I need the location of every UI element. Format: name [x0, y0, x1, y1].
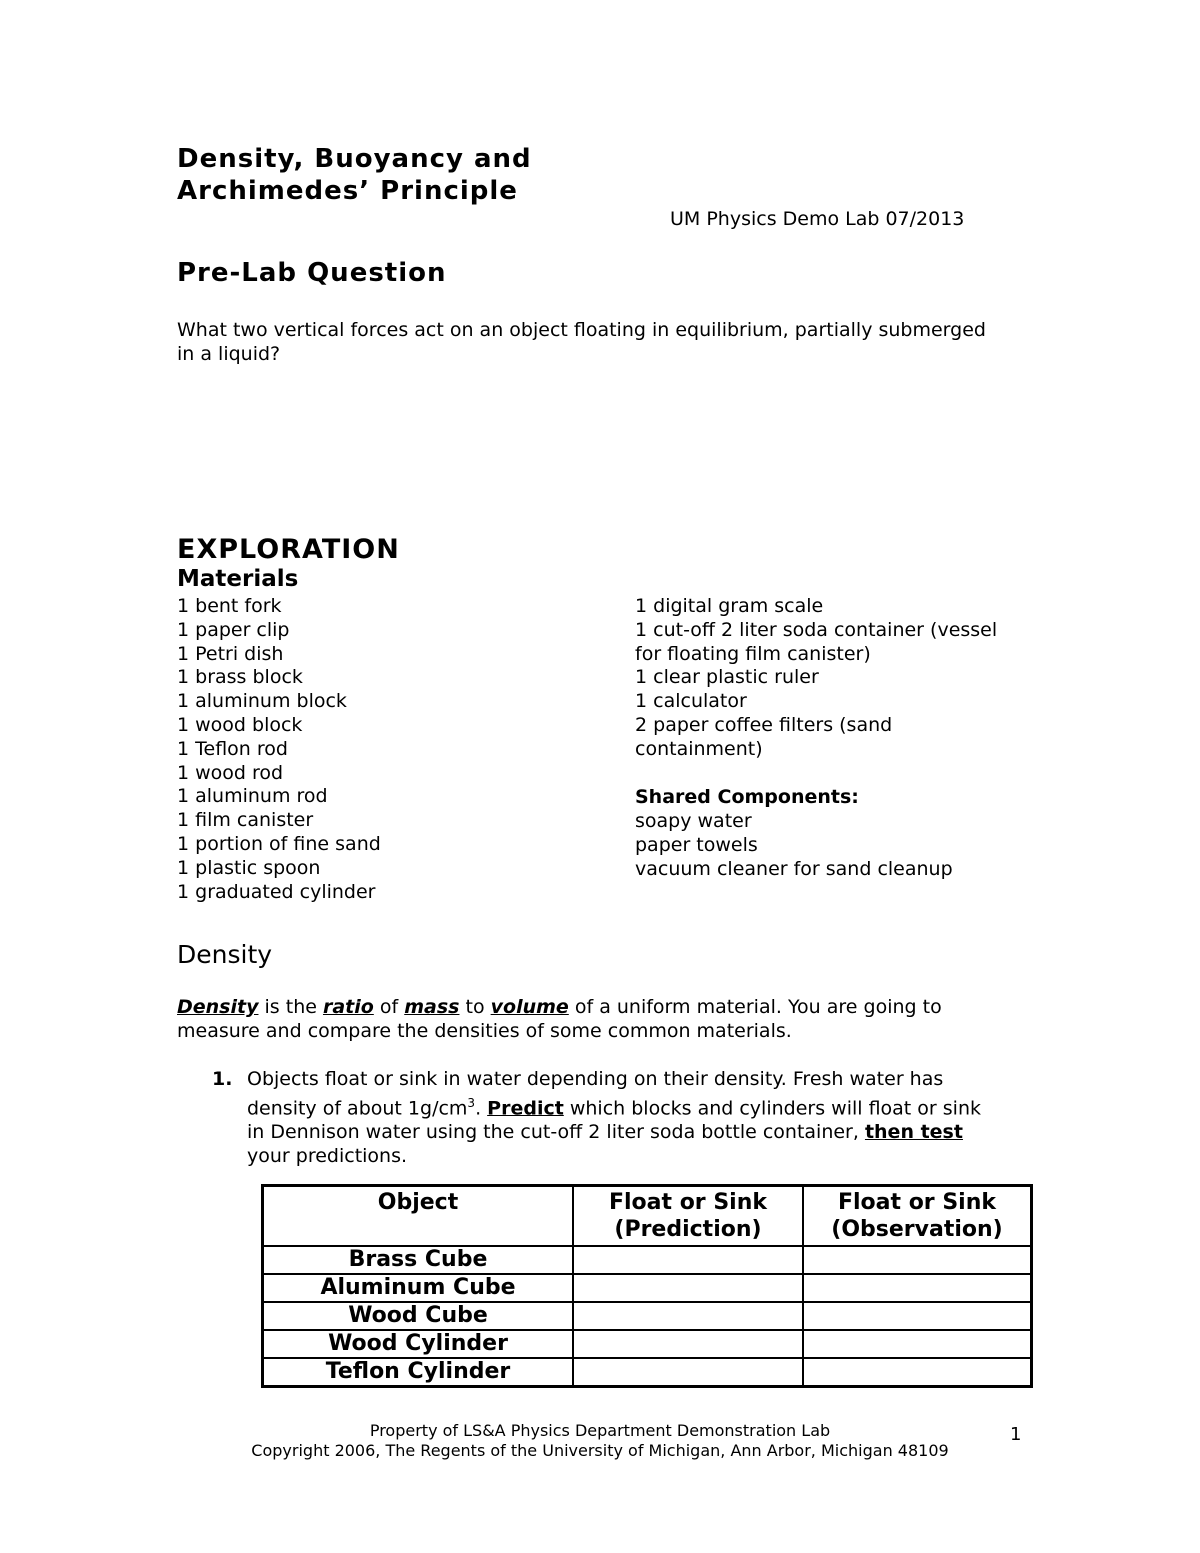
shared-components-list [635, 810, 953, 881]
title-line-1: Density, Buoyancy and [177, 144, 532, 174]
list-item: 1 wood rod [177, 761, 284, 784]
table-row [263, 1358, 1032, 1387]
table-row [263, 1246, 1032, 1274]
item-number: 1. [212, 1068, 233, 1090]
list-item: 1 graduated cylinder [177, 880, 376, 903]
observation-cell[interactable] [803, 1302, 1032, 1330]
list-item: 2 paper coffee filters (sand [635, 713, 893, 736]
list-item: 1 clear plastic ruler [635, 666, 819, 689]
list-item: 1 brass block [177, 666, 303, 689]
list-item: containment) [635, 737, 763, 760]
list-item: soapy water [635, 810, 752, 832]
density-intro [177, 995, 942, 1043]
object-cell: Brass Cube [263, 1246, 574, 1274]
list-item: 1 plastic spoon [177, 856, 321, 879]
object-cell: Aluminum Cube [263, 1274, 574, 1302]
density-heading: Density [177, 940, 273, 969]
shared-components-heading: Shared Components: [635, 786, 859, 808]
list-item: paper towels [635, 833, 758, 856]
header-text: Float or Sink [837, 1190, 996, 1215]
term-mass: mass [404, 996, 460, 1018]
list-item: 1 portion of fine sand [177, 832, 381, 855]
list-item: 1 bent fork [177, 595, 282, 617]
item-1-text [247, 1067, 981, 1168]
list-item: vacuum cleaner for sand cleanup [635, 857, 953, 880]
header-object [263, 1186, 574, 1247]
list-item: 1 Teflon rod [177, 737, 288, 760]
observation-cell[interactable] [803, 1246, 1032, 1274]
list-item: 1 film canister [177, 809, 314, 832]
term-predict: Predict [487, 1097, 564, 1120]
superscript: 3 [467, 1096, 476, 1110]
term-ratio: ratio [322, 996, 374, 1018]
header-text: Float or Sink [608, 1190, 767, 1215]
prediction-cell[interactable] [573, 1302, 803, 1330]
object-cell: Wood Cylinder [263, 1330, 574, 1358]
list-item: 1 aluminum rod [177, 785, 328, 808]
item-1-line-2 [247, 1091, 981, 1120]
materials-heading: Materials [177, 566, 299, 592]
item-1-line-1: Objects float or sink in water depending on their density. Fresh water has [247, 1068, 944, 1090]
exploration-heading: EXPLORATION [177, 534, 400, 565]
item-1-line-4: your predictions. [247, 1145, 408, 1168]
prediction-cell[interactable] [573, 1274, 803, 1302]
prediction-cell[interactable] [573, 1358, 803, 1387]
float-sink-table [261, 1184, 1033, 1388]
list-item: 1 digital gram scale [635, 595, 824, 617]
list-item: 1 paper clip [177, 618, 290, 641]
prelab-heading: Pre-Lab Question [177, 258, 447, 288]
table-row [263, 1330, 1032, 1358]
observation-cell[interactable] [803, 1358, 1032, 1387]
list-item: 1 wood block [177, 713, 303, 736]
observation-cell[interactable] [803, 1274, 1032, 1302]
header-subtext: (Prediction) [614, 1217, 762, 1242]
table-header-row [263, 1186, 1032, 1247]
list-item: 1 aluminum block [177, 690, 347, 713]
prelab-question [177, 318, 986, 366]
text-segment: in Dennison water using the cut-off 2 liter soda bottle container, [247, 1121, 865, 1144]
term-volume: volume [490, 996, 569, 1018]
object-cell: Wood Cube [263, 1302, 574, 1330]
prelab-question-line-2: in a liquid? [177, 343, 281, 365]
text-segment: density of about 1g/cm [247, 1097, 468, 1120]
list-item: for floating film canister) [635, 642, 871, 665]
prelab-question-line-1: What two vertical forces act on an object floating in equilibrium, partially submerged [177, 319, 986, 341]
document-title [177, 143, 532, 207]
header-observation [803, 1186, 1032, 1247]
text-segment: . [475, 1097, 488, 1120]
list-item: 1 calculator [635, 690, 747, 713]
header-prediction [573, 1186, 803, 1247]
header-subtext: (Observation) [831, 1217, 1003, 1242]
materials-list-right [635, 595, 997, 762]
list-item: 1 Petri dish [177, 642, 284, 665]
table-row [263, 1302, 1032, 1330]
observation-cell[interactable] [803, 1330, 1032, 1358]
text-segment: of [373, 996, 405, 1018]
term-density: Density [177, 996, 259, 1018]
item-1-line-3 [247, 1120, 981, 1144]
page-number: 1 [1010, 1424, 1022, 1445]
prediction-cell[interactable] [573, 1330, 803, 1358]
header-text: Object [377, 1190, 459, 1215]
table-row [263, 1274, 1032, 1302]
footer-property: Property of LS&A Physics Department Demonstration Lab [369, 1421, 831, 1440]
text-segment: is the [258, 996, 323, 1018]
list-item: 1 cut-off 2 liter soda container (vessel [635, 618, 998, 641]
materials-list-left [177, 595, 381, 904]
footer-copyright: Copyright 2006, The Regents of the University of Michigan, Ann Arbor, Michigan 48109 [251, 1441, 949, 1460]
density-intro-line-1 [177, 995, 942, 1019]
text-segment: which blocks and cylinders will float or sink [563, 1097, 981, 1120]
text-segment: to [459, 996, 491, 1018]
text-segment: of a uniform material. You are going to [568, 996, 942, 1018]
term-then-test: then test [864, 1121, 963, 1144]
title-line-2: Archimedes’ Principle [177, 176, 518, 206]
prediction-cell[interactable] [573, 1246, 803, 1274]
lab-date-label: UM Physics Demo Lab 07/2013 [670, 208, 965, 230]
density-intro-line-2: measure and compare the densities of some common materials. [177, 1020, 792, 1042]
object-cell: Teflon Cylinder [263, 1358, 574, 1387]
